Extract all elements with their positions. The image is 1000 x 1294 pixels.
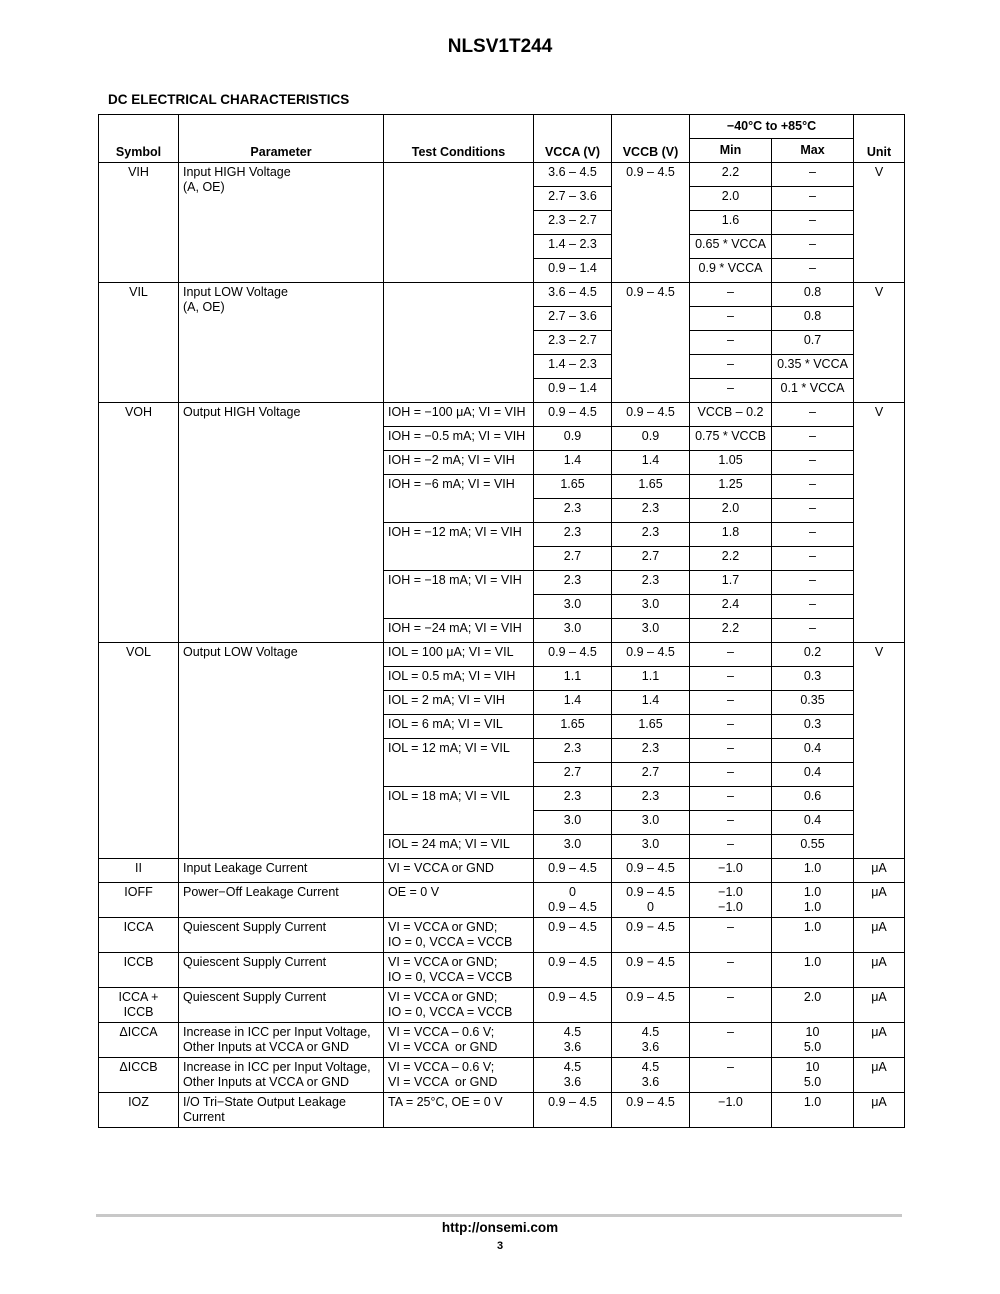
cell-max: 0.35 * VCCA	[772, 355, 854, 379]
cell-vcca: 2.3 – 2.7	[534, 331, 612, 355]
cell-parameter: Input Leakage Current	[179, 859, 384, 883]
cell-min: –	[690, 988, 772, 1023]
cell-vccb: 2.3	[612, 787, 690, 811]
cell-symbol: IOFF	[99, 883, 179, 918]
table-row	[99, 1058, 905, 1093]
cell-max: –	[772, 403, 854, 427]
cell-min: –	[690, 1023, 772, 1058]
cell-vcca: 1.4	[534, 691, 612, 715]
cell-test-conditions: VI = VCCA or GND; IO = 0, VCCA = VCCB	[384, 988, 534, 1023]
cell-vcca: 2.7	[534, 547, 612, 571]
cell-test-conditions: VI = VCCA – 0.6 V; VI = VCCA or GND	[384, 1023, 534, 1058]
table-row	[99, 283, 905, 307]
document-title: NLSV1T244	[447, 36, 553, 57]
cell-min: –	[690, 835, 772, 859]
cell-parameter: Output HIGH Voltage	[179, 403, 384, 643]
cell-min: –	[690, 379, 772, 403]
cell-vcca: 0.9	[534, 427, 612, 451]
cell-vccb: 0.9 – 4.5 0	[612, 883, 690, 918]
section-title: DC ELECTRICAL CHARACTERISTICS	[108, 92, 350, 107]
cell-vcca: 0.9 – 4.5	[534, 859, 612, 883]
cell-vcca: 2.3	[534, 499, 612, 523]
cell-vccb: 0.9 – 4.5	[612, 988, 690, 1023]
cell-vcca: 1.4 – 2.3	[534, 235, 612, 259]
table-body	[99, 163, 905, 1128]
cell-parameter: Quiescent Supply Current	[179, 918, 384, 953]
table-row	[99, 1023, 905, 1058]
cell-vcca: 0.9 – 4.5	[534, 643, 612, 667]
table-row	[99, 643, 905, 667]
footer-divider	[96, 1214, 902, 1217]
cell-min: 2.2	[690, 547, 772, 571]
cell-min: 2.2	[690, 163, 772, 187]
col-header-parameter: Parameter	[179, 115, 384, 163]
cell-vccb: 4.5 3.6	[612, 1058, 690, 1093]
cell-vcca: 0 0.9 – 4.5	[534, 883, 612, 918]
cell-min: 2.0	[690, 187, 772, 211]
cell-max: 0.2	[772, 643, 854, 667]
cell-vccb: 1.65	[612, 475, 690, 499]
cell-unit: V	[854, 163, 905, 283]
cell-test-conditions	[384, 163, 534, 283]
cell-test-conditions: IOL = 0.5 mA; VI = VIH	[384, 667, 534, 691]
table-row	[99, 859, 905, 883]
cell-test-conditions: IOL = 18 mA; VI = VIL	[384, 787, 534, 835]
cell-min: –	[690, 918, 772, 953]
cell-vcca: 3.6 – 4.5	[534, 283, 612, 307]
cell-vccb: 2.7	[612, 547, 690, 571]
cell-max: 0.7	[772, 331, 854, 355]
cell-min: –	[690, 763, 772, 787]
cell-test-conditions: OE = 0 V	[384, 883, 534, 918]
cell-unit: V	[854, 403, 905, 643]
cell-test-conditions: IOL = 100 μA; VI = VIL	[384, 643, 534, 667]
cell-min: VCCB – 0.2	[690, 403, 772, 427]
cell-max: 0.8	[772, 307, 854, 331]
cell-max: –	[772, 499, 854, 523]
cell-max: 0.4	[772, 811, 854, 835]
cell-vccb: 0.9 – 4.5	[612, 283, 690, 403]
cell-min: −1.0 −1.0	[690, 883, 772, 918]
cell-test-conditions: VI = VCCA or GND; IO = 0, VCCA = VCCB	[384, 953, 534, 988]
cell-unit: μA	[854, 918, 905, 953]
cell-max: 1.0 1.0	[772, 883, 854, 918]
table-row	[99, 163, 905, 187]
cell-max: 1.0	[772, 1093, 854, 1128]
cell-vcca: 4.5 3.6	[534, 1023, 612, 1058]
cell-test-conditions: IOH = −18 mA; VI = VIH	[384, 571, 534, 619]
cell-vccb: 1.4	[612, 691, 690, 715]
cell-max: 10 5.0	[772, 1058, 854, 1093]
col-header-max: Max	[772, 139, 854, 163]
cell-max: –	[772, 211, 854, 235]
cell-vccb: 0.9 − 4.5	[612, 953, 690, 988]
cell-test-conditions: VI = VCCA or GND; IO = 0, VCCA = VCCB	[384, 918, 534, 953]
cell-symbol: ICCB	[99, 953, 179, 988]
cell-symbol: ICCA	[99, 918, 179, 953]
cell-parameter: Output LOW Voltage	[179, 643, 384, 859]
cell-vcca: 2.7	[534, 763, 612, 787]
cell-vcca: 0.9 – 1.4	[534, 379, 612, 403]
cell-max: –	[772, 427, 854, 451]
cell-unit: μA	[854, 988, 905, 1023]
cell-max: –	[772, 595, 854, 619]
cell-symbol: VOL	[99, 643, 179, 859]
cell-test-conditions: IOH = −24 mA; VI = VIH	[384, 619, 534, 643]
cell-test-conditions: IOH = −2 mA; VI = VIH	[384, 451, 534, 475]
cell-symbol: II	[99, 859, 179, 883]
cell-min: −1.0	[690, 859, 772, 883]
cell-min: 1.6	[690, 211, 772, 235]
cell-test-conditions: IOH = −100 μA; VI = VIH	[384, 403, 534, 427]
cell-vcca: 3.0	[534, 619, 612, 643]
cell-parameter: Quiescent Supply Current	[179, 988, 384, 1023]
cell-min: –	[690, 355, 772, 379]
cell-vcca: 2.3	[534, 523, 612, 547]
cell-vcca: 3.6 – 4.5	[534, 163, 612, 187]
table-header	[99, 115, 905, 163]
cell-vccb: 4.5 3.6	[612, 1023, 690, 1058]
cell-max: –	[772, 163, 854, 187]
cell-vccb: 0.9 − 4.5	[612, 918, 690, 953]
dc-characteristics-table	[98, 114, 905, 1128]
cell-test-conditions: IOL = 24 mA; VI = VIL	[384, 835, 534, 859]
cell-symbol: VIL	[99, 283, 179, 403]
cell-vcca: 2.7 – 3.6	[534, 187, 612, 211]
cell-min: –	[690, 739, 772, 763]
cell-test-conditions: IOL = 6 mA; VI = VIL	[384, 715, 534, 739]
cell-min: –	[690, 643, 772, 667]
cell-min: –	[690, 331, 772, 355]
cell-max: 0.6	[772, 787, 854, 811]
cell-unit: μA	[854, 1058, 905, 1093]
cell-min: –	[690, 667, 772, 691]
col-header-temp-range: −40°C to +85°C	[690, 115, 854, 139]
col-header-vcca: VCCA (V)	[534, 115, 612, 163]
cell-parameter: I/O Tri−State Output Leakage Current	[179, 1093, 384, 1128]
cell-max: 0.3	[772, 715, 854, 739]
cell-max: –	[772, 187, 854, 211]
cell-vccb: 2.3	[612, 571, 690, 595]
cell-vcca: 1.4 – 2.3	[534, 355, 612, 379]
cell-vccb: 1.1	[612, 667, 690, 691]
cell-test-conditions	[384, 283, 534, 403]
cell-max: 0.8	[772, 283, 854, 307]
cell-vcca: 0.9 – 4.5	[534, 403, 612, 427]
cell-vcca: 0.9 – 4.5	[534, 988, 612, 1023]
cell-min: –	[690, 1058, 772, 1093]
cell-vccb: 0.9 – 4.5	[612, 1093, 690, 1128]
cell-unit: μA	[854, 953, 905, 988]
cell-parameter: Power−Off Leakage Current	[179, 883, 384, 918]
cell-min: 2.4	[690, 595, 772, 619]
cell-vcca: 2.3	[534, 739, 612, 763]
cell-symbol: ΔICCB	[99, 1058, 179, 1093]
cell-vccb: 2.3	[612, 499, 690, 523]
cell-min: 0.65 * VCCA	[690, 235, 772, 259]
cell-vcca: 1.65	[534, 715, 612, 739]
cell-min: 0.75 * VCCB	[690, 427, 772, 451]
cell-min: 1.7	[690, 571, 772, 595]
cell-vcca: 0.9 – 1.4	[534, 259, 612, 283]
cell-min: –	[690, 691, 772, 715]
cell-max: 1.0	[772, 859, 854, 883]
cell-max: –	[772, 235, 854, 259]
cell-min: 2.2	[690, 619, 772, 643]
cell-max: 1.0	[772, 918, 854, 953]
cell-min: –	[690, 953, 772, 988]
cell-vcca: 3.0	[534, 835, 612, 859]
cell-vcca: 3.0	[534, 595, 612, 619]
cell-vcca: 4.5 3.6	[534, 1058, 612, 1093]
cell-unit: V	[854, 643, 905, 859]
cell-vcca: 2.7 – 3.6	[534, 307, 612, 331]
cell-max: 1.0	[772, 953, 854, 988]
page-number: 3	[496, 1240, 504, 1252]
cell-symbol: ICCA + ICCB	[99, 988, 179, 1023]
table-row	[99, 403, 905, 427]
footer-url: http://onsemi.com	[441, 1220, 559, 1235]
cell-max: 0.4	[772, 763, 854, 787]
col-header-vccb: VCCB (V)	[612, 115, 690, 163]
cell-vcca: 1.1	[534, 667, 612, 691]
cell-vccb: 2.3	[612, 523, 690, 547]
cell-test-conditions: IOH = −0.5 mA; VI = VIH	[384, 427, 534, 451]
cell-vcca: 1.65	[534, 475, 612, 499]
cell-test-conditions: IOL = 2 mA; VI = VIH	[384, 691, 534, 715]
cell-min: –	[690, 787, 772, 811]
table-row	[99, 918, 905, 953]
cell-min: –	[690, 307, 772, 331]
cell-vccb: 0.9 – 4.5	[612, 403, 690, 427]
cell-test-conditions: TA = 25°C, OE = 0 V	[384, 1093, 534, 1128]
cell-vcca: 2.3	[534, 571, 612, 595]
cell-parameter: Quiescent Supply Current	[179, 953, 384, 988]
cell-min: 1.8	[690, 523, 772, 547]
cell-max: 2.0	[772, 988, 854, 1023]
cell-vccb: 3.0	[612, 835, 690, 859]
cell-vcca: 1.4	[534, 451, 612, 475]
cell-symbol: IOZ	[99, 1093, 179, 1128]
cell-max: –	[772, 523, 854, 547]
cell-unit: V	[854, 283, 905, 403]
cell-unit: μA	[854, 1093, 905, 1128]
cell-unit: μA	[854, 1023, 905, 1058]
table-row	[99, 883, 905, 918]
cell-min: 2.0	[690, 499, 772, 523]
cell-unit: μA	[854, 883, 905, 918]
cell-vcca: 0.9 – 4.5	[534, 1093, 612, 1128]
cell-vcca: 0.9 – 4.5	[534, 953, 612, 988]
cell-vcca: 3.0	[534, 811, 612, 835]
col-header-test-conditions: Test Conditions	[384, 115, 534, 163]
cell-vccb: 3.0	[612, 595, 690, 619]
cell-vccb: 2.3	[612, 739, 690, 763]
cell-max: 10 5.0	[772, 1023, 854, 1058]
cell-vccb: 0.9 – 4.5	[612, 859, 690, 883]
cell-vcca: 2.3	[534, 787, 612, 811]
cell-max: 0.4	[772, 739, 854, 763]
col-header-min: Min	[690, 139, 772, 163]
cell-parameter: Increase in ICC per Input Voltage, Other Inputs at VCCA or GND	[179, 1058, 384, 1093]
cell-max: 0.55	[772, 835, 854, 859]
cell-symbol: ΔICCA	[99, 1023, 179, 1058]
cell-vcca: 2.3 – 2.7	[534, 211, 612, 235]
cell-min: 1.05	[690, 451, 772, 475]
cell-vccb: 3.0	[612, 619, 690, 643]
cell-max: 0.35	[772, 691, 854, 715]
cell-max: –	[772, 619, 854, 643]
cell-vccb: 0.9	[612, 427, 690, 451]
cell-max: –	[772, 547, 854, 571]
cell-parameter: Increase in ICC per Input Voltage, Other Inputs at VCCA or GND	[179, 1023, 384, 1058]
cell-max: –	[772, 259, 854, 283]
cell-max: 0.3	[772, 667, 854, 691]
cell-min: 0.9 * VCCA	[690, 259, 772, 283]
cell-min: 1.25	[690, 475, 772, 499]
table-row	[99, 1093, 905, 1128]
cell-test-conditions: IOH = −6 mA; VI = VIH	[384, 475, 534, 523]
col-header-symbol: Symbol	[99, 115, 179, 163]
cell-max: –	[772, 571, 854, 595]
table-row	[99, 988, 905, 1023]
cell-test-conditions: IOH = −12 mA; VI = VIH	[384, 523, 534, 571]
cell-vccb: 0.9 – 4.5	[612, 163, 690, 283]
cell-parameter: Input LOW Voltage (A, OE)	[179, 283, 384, 403]
cell-max: –	[772, 475, 854, 499]
cell-vccb: 1.4	[612, 451, 690, 475]
cell-vccb: 3.0	[612, 811, 690, 835]
cell-vccb: 0.9 – 4.5	[612, 643, 690, 667]
col-header-unit: Unit	[854, 115, 905, 163]
cell-vccb: 2.7	[612, 763, 690, 787]
cell-symbol: VOH	[99, 403, 179, 643]
cell-test-conditions: IOL = 12 mA; VI = VIL	[384, 739, 534, 787]
cell-vcca: 0.9 – 4.5	[534, 918, 612, 953]
cell-symbol: VIH	[99, 163, 179, 283]
cell-vccb: 1.65	[612, 715, 690, 739]
table-row	[99, 953, 905, 988]
cell-min: –	[690, 811, 772, 835]
cell-test-conditions: VI = VCCA – 0.6 V; VI = VCCA or GND	[384, 1058, 534, 1093]
cell-test-conditions: VI = VCCA or GND	[384, 859, 534, 883]
cell-parameter: Input HIGH Voltage (A, OE)	[179, 163, 384, 283]
cell-min: −1.0	[690, 1093, 772, 1128]
cell-max: 0.1 * VCCA	[772, 379, 854, 403]
cell-min: –	[690, 283, 772, 307]
cell-max: –	[772, 451, 854, 475]
cell-unit: μA	[854, 859, 905, 883]
cell-min: –	[690, 715, 772, 739]
